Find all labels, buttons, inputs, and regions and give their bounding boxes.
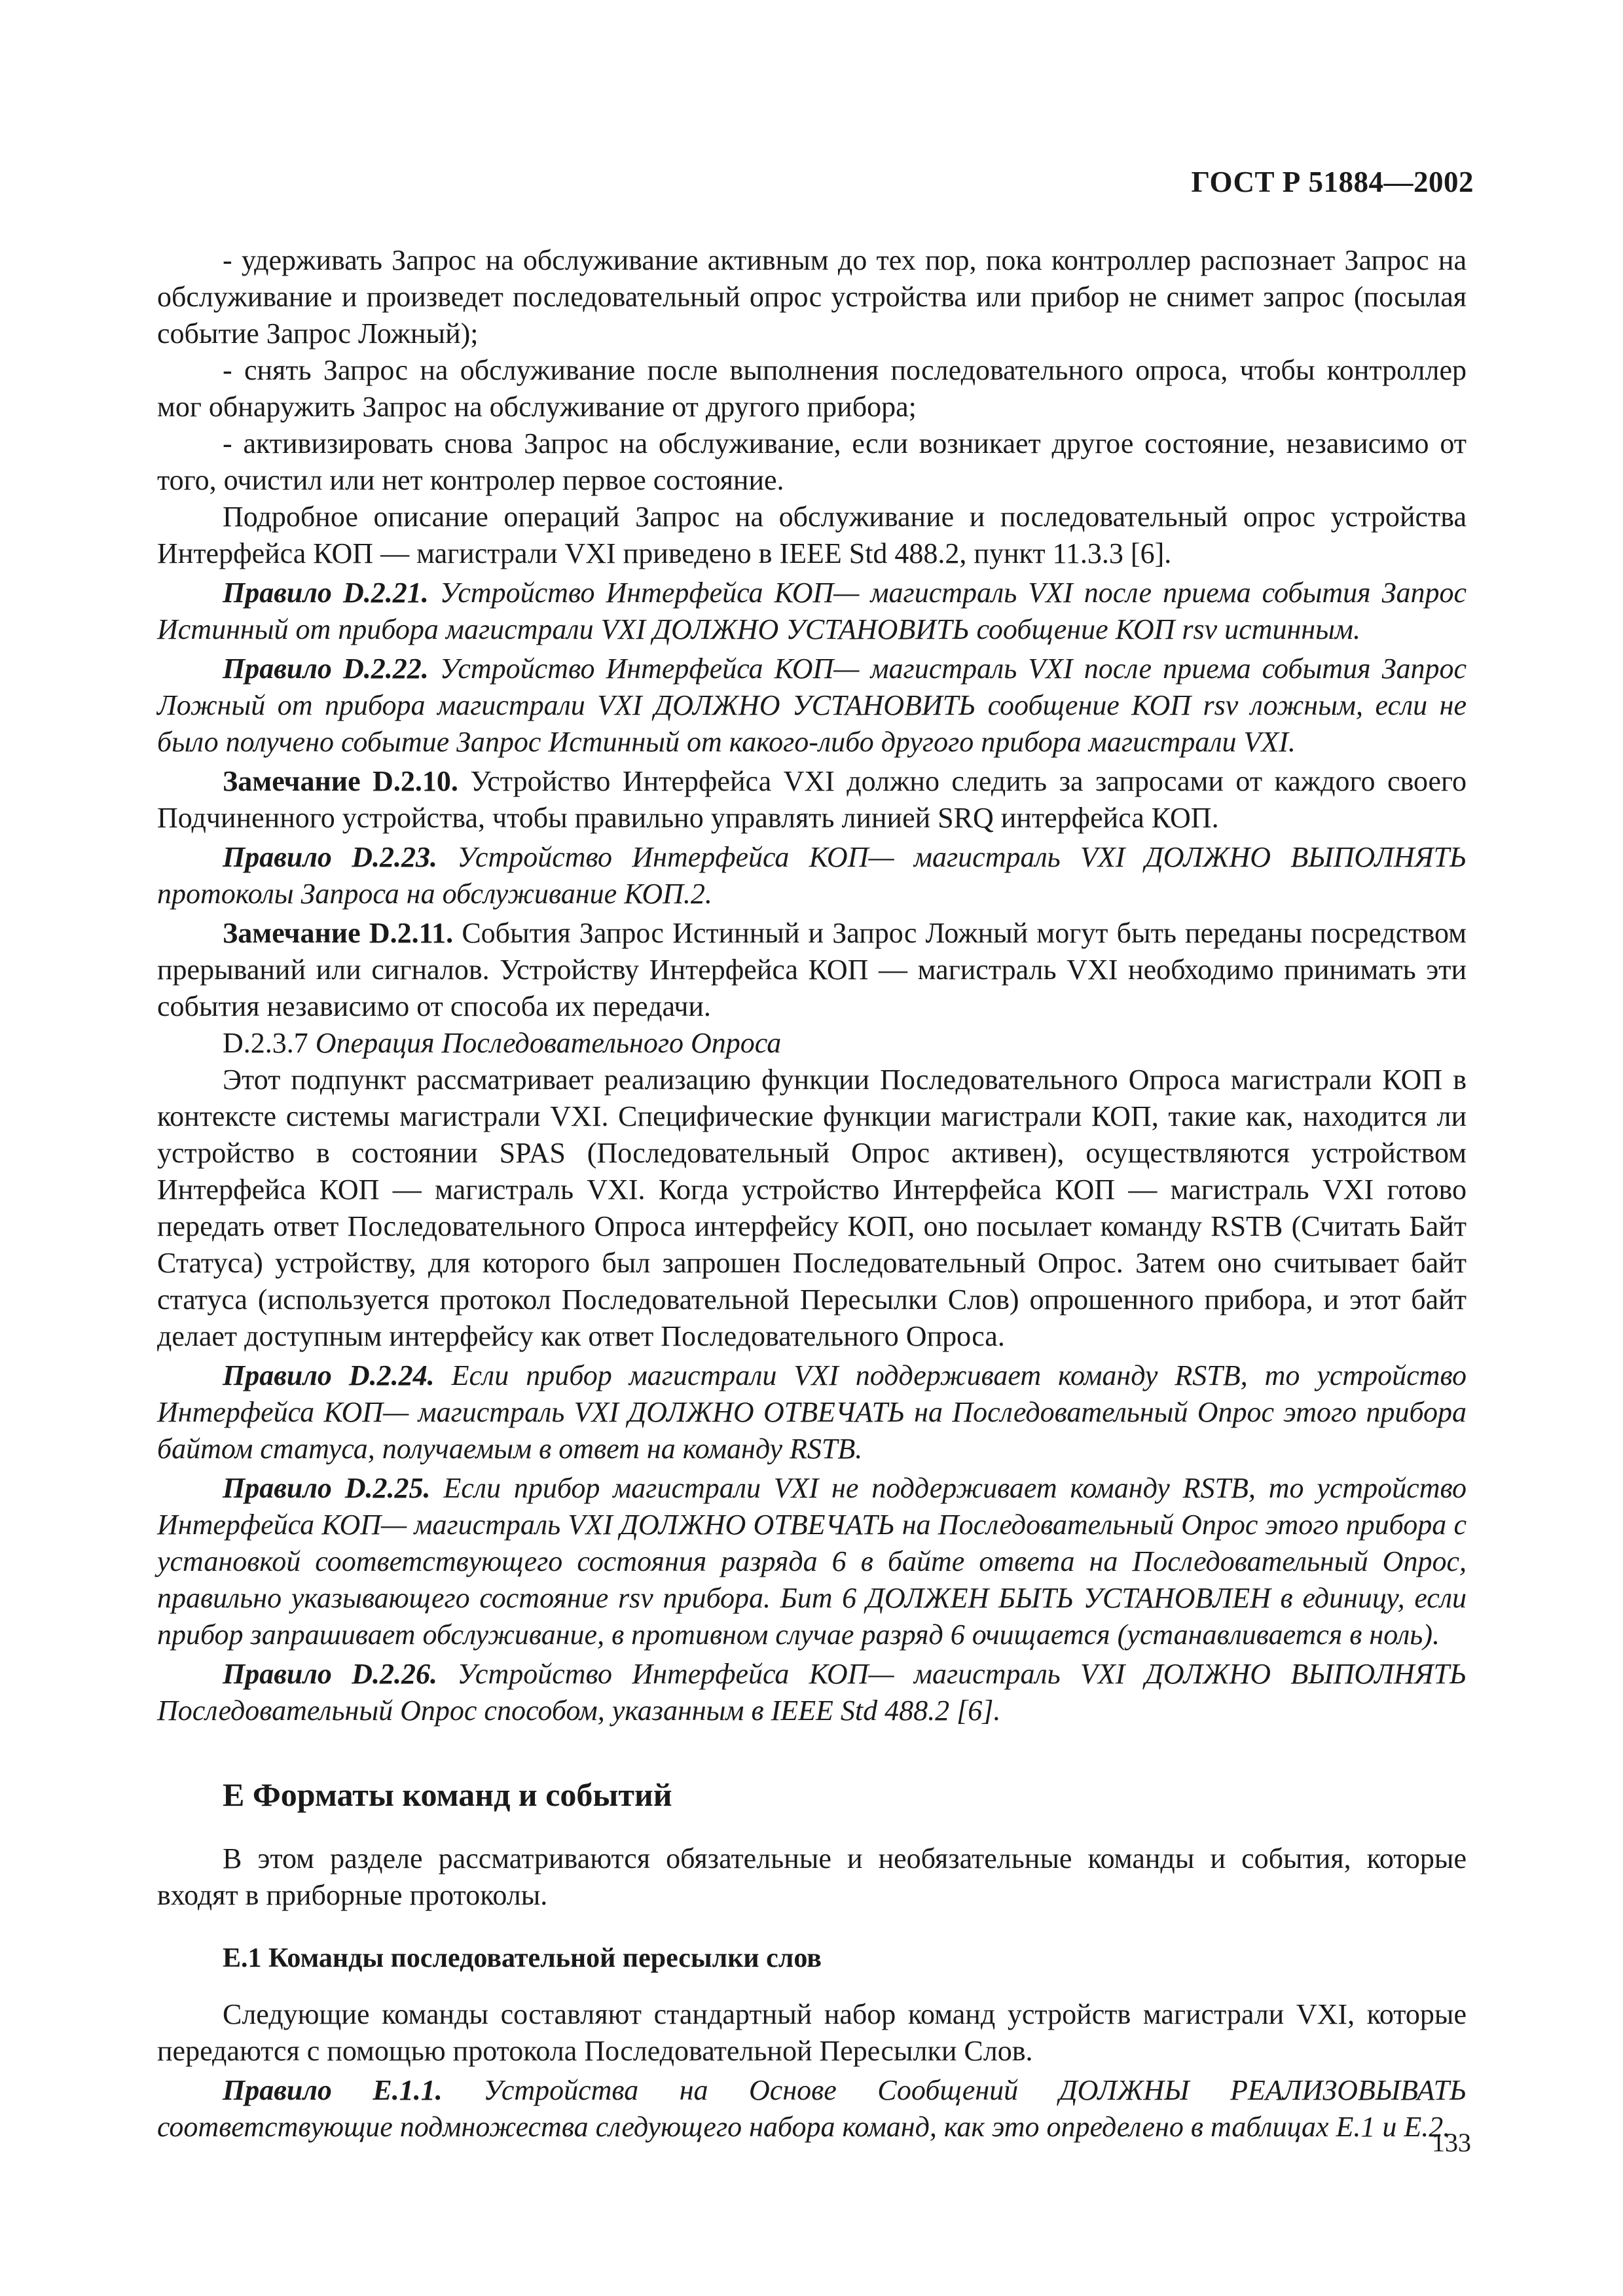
rule-text: Устройство Интерфейса КОП— магистраль VXI ДОЛЖНО ВЫПОЛНЯТЬ протоколы Запроса на обслуживание КОП.2.: [157, 841, 1467, 910]
section-heading-e: Е Форматы команд и событий: [223, 1776, 672, 1813]
page-number: 133: [1432, 2128, 1471, 2157]
rule-label: Правило D.2.24.: [223, 1359, 435, 1391]
subclause-number: D.2.3.7: [223, 1027, 308, 1059]
rule-label: Правило Е.1.1.: [223, 2074, 443, 2106]
rule-text: Устройство Интерфейса КОП— магистраль VXI после приема события Запрос Истинный от прибора магистрали VXI ДОЛЖНО УСТАНОВИТЬ сообщение КОП rsv истинным.: [157, 577, 1467, 645]
note-text: События Запрос Истинный и Запрос Ложный могут быть переданы посредством прерываний или сигналов. Устройству Интерфейса КОП — магистраль VXI необходимо принимать эти события независимо от способа их передачи.: [157, 917, 1467, 1022]
rule-label: Правило D.2.22.: [223, 653, 429, 685]
rule-label: Правило D.2.25.: [223, 1472, 431, 1504]
note-text: Устройство Интерфейса VXI должно следить за запросами от каждого своего Подчиненного устройства, чтобы правильно управлять линией SRQ интерфейса КОП.: [157, 765, 1467, 834]
note-d-2-10: [157, 763, 1467, 836]
note-label: Замечание D.2.11.: [223, 917, 454, 949]
rule-label: Правило D.2.26.: [223, 1658, 438, 1690]
subclause-heading-d-2-3-7: [157, 1025, 1467, 1062]
paragraph-serial-poll: [157, 1062, 1467, 1355]
rule-d-2-25: [157, 1470, 1467, 1653]
paragraph-text: - активизировать снова Запрос на обслуживание, если возникает другое состояние, независимо от того, очистил или нет контролер первое состояние.: [157, 427, 1467, 496]
paragraph-text: В этом разделе рассматриваются обязательные и необязательные команды и события, которые входят в приборные протоколы.: [157, 1842, 1467, 1911]
rule-d-2-21: [157, 575, 1467, 648]
rule-text: Если прибор магистрали VXI поддерживает команду RSTB, то устройство Интерфейса КОП— магистраль VXI ДОЛЖНО ОТВЕЧАТЬ на Последовательный Опрос этого прибора байтом статуса, получаемым в ответ на команду RSTB.: [157, 1359, 1467, 1465]
rule-text: Устройства на Основе Сообщений ДОЛЖНЫ РЕАЛИЗОВЫВАТЬ соответствующие подмножества следующего набора команд, как это определено в таблицах Е.1 и Е.2.: [157, 2074, 1467, 2143]
rule-d-2-23: [157, 839, 1467, 912]
rule-label: Правило D.2.21.: [223, 577, 429, 609]
document-header: ГОСТ Р 51884—2002: [1191, 166, 1474, 198]
note-label: Замечание D.2.10.: [223, 765, 458, 797]
paragraph-list-item-3: [157, 425, 1467, 499]
paragraph-text: - снять Запрос на обслуживание после выполнения последовательного опроса, чтобы контроллер мог обнаружить Запрос на обслуживание от другого прибора;: [157, 354, 1467, 423]
paragraph-list-item-2: [157, 352, 1467, 425]
subclause-title: Операция Последовательного Опроса: [315, 1027, 782, 1059]
rule-d-2-24: [157, 1357, 1467, 1467]
section-e-intro: [157, 1840, 1467, 1914]
paragraph-description: [157, 499, 1467, 572]
rule-e-1-1: [157, 2072, 1467, 2145]
paragraph-list-item-1: [157, 242, 1467, 352]
subsection-heading-e-1: Е.1 Команды последовательной пересылки слов: [223, 1943, 822, 1973]
rule-d-2-22: [157, 651, 1467, 761]
paragraph-text: - удерживать Запрос на обслуживание активным до тех пор, пока контроллер распознает Запрос на обслуживание и произведет последовательный опрос устройства или прибор не снимет запрос (посылая событие Запрос Ложный);: [157, 244, 1467, 350]
rule-text: Устройство Интерфейса КОП— магистраль VXI после приема события Запрос Ложный от прибора магистрали VXI ДОЛЖНО УСТАНОВИТЬ сообщение КОП rsv ложным, если не было получено событие Запрос Истинный от какого-либо другого прибора магистрали VXI.: [157, 653, 1467, 758]
paragraph-text: Следующие команды составляют стандартный набор команд устройств магистрали VXI, которые передаются с помощью протокола Последовательной Пересылки Слов.: [157, 1998, 1467, 2067]
rule-d-2-26: [157, 1656, 1467, 1729]
paragraph-text: Этот подпункт рассматривает реализацию функции Последовательного Опроса магистрали КОП в контексте системы магистрали VXI. Специфические функции магистрали КОП, такие как, находится ли устройство в состоянии SPAS (Последовательный Опрос активен), осуществляются устройством Интерфейса КОП — магистраль VXI. Когда устройство Интерфейса КОП — магистраль VXI готово передать ответ Последовательного Опроса интерфейсу КОП, оно посылает команду RSTB (Считать Байт Статуса) устройству, для которого был запрошен Последовательный Опрос. Затем оно считывает байт статуса (используется протокол Последовательной Пересылки Слов) опрошенного прибора, и этот байт делает доступным интерфейсу как ответ Последовательного Опроса.: [157, 1064, 1467, 1352]
rule-text: Устройство Интерфейса КОП— магистраль VXI ДОЛЖНО ВЫПОЛНЯТЬ Последовательный Опрос способом, указанным в IEEE Std 488.2 [6].: [157, 1658, 1467, 1727]
paragraph-text: Подробное описание операций Запрос на обслуживание и последовательный опрос устройства Интерфейса КОП — магистрали VXI приведено в IEEE Std 488.2, пункт 11.3.3 [6].: [157, 501, 1467, 569]
section-e1-paragraph: [157, 1996, 1467, 2070]
rule-label: Правило D.2.23.: [223, 841, 438, 873]
page-body: [157, 242, 1467, 2145]
note-d-2-11: [157, 915, 1467, 1025]
rule-text: Если прибор магистрали VXI не поддерживает команду RSTB, то устройство Интерфейса КОП— магистраль VXI ДОЛЖНО ОТВЕЧАТЬ на Последовательный Опрос этого прибора с установкой соответствующего состояния разряда 6 в байте ответа на Последовательный Опрос, правильно указывающего состояние rsv прибора. Бит 6 ДОЛЖЕН БЫТЬ УСТАНОВЛЕН в единицу, если прибор запрашивает обслуживание, в противном случае разряд 6 очищается (устанавливается в ноль).: [157, 1472, 1467, 1651]
